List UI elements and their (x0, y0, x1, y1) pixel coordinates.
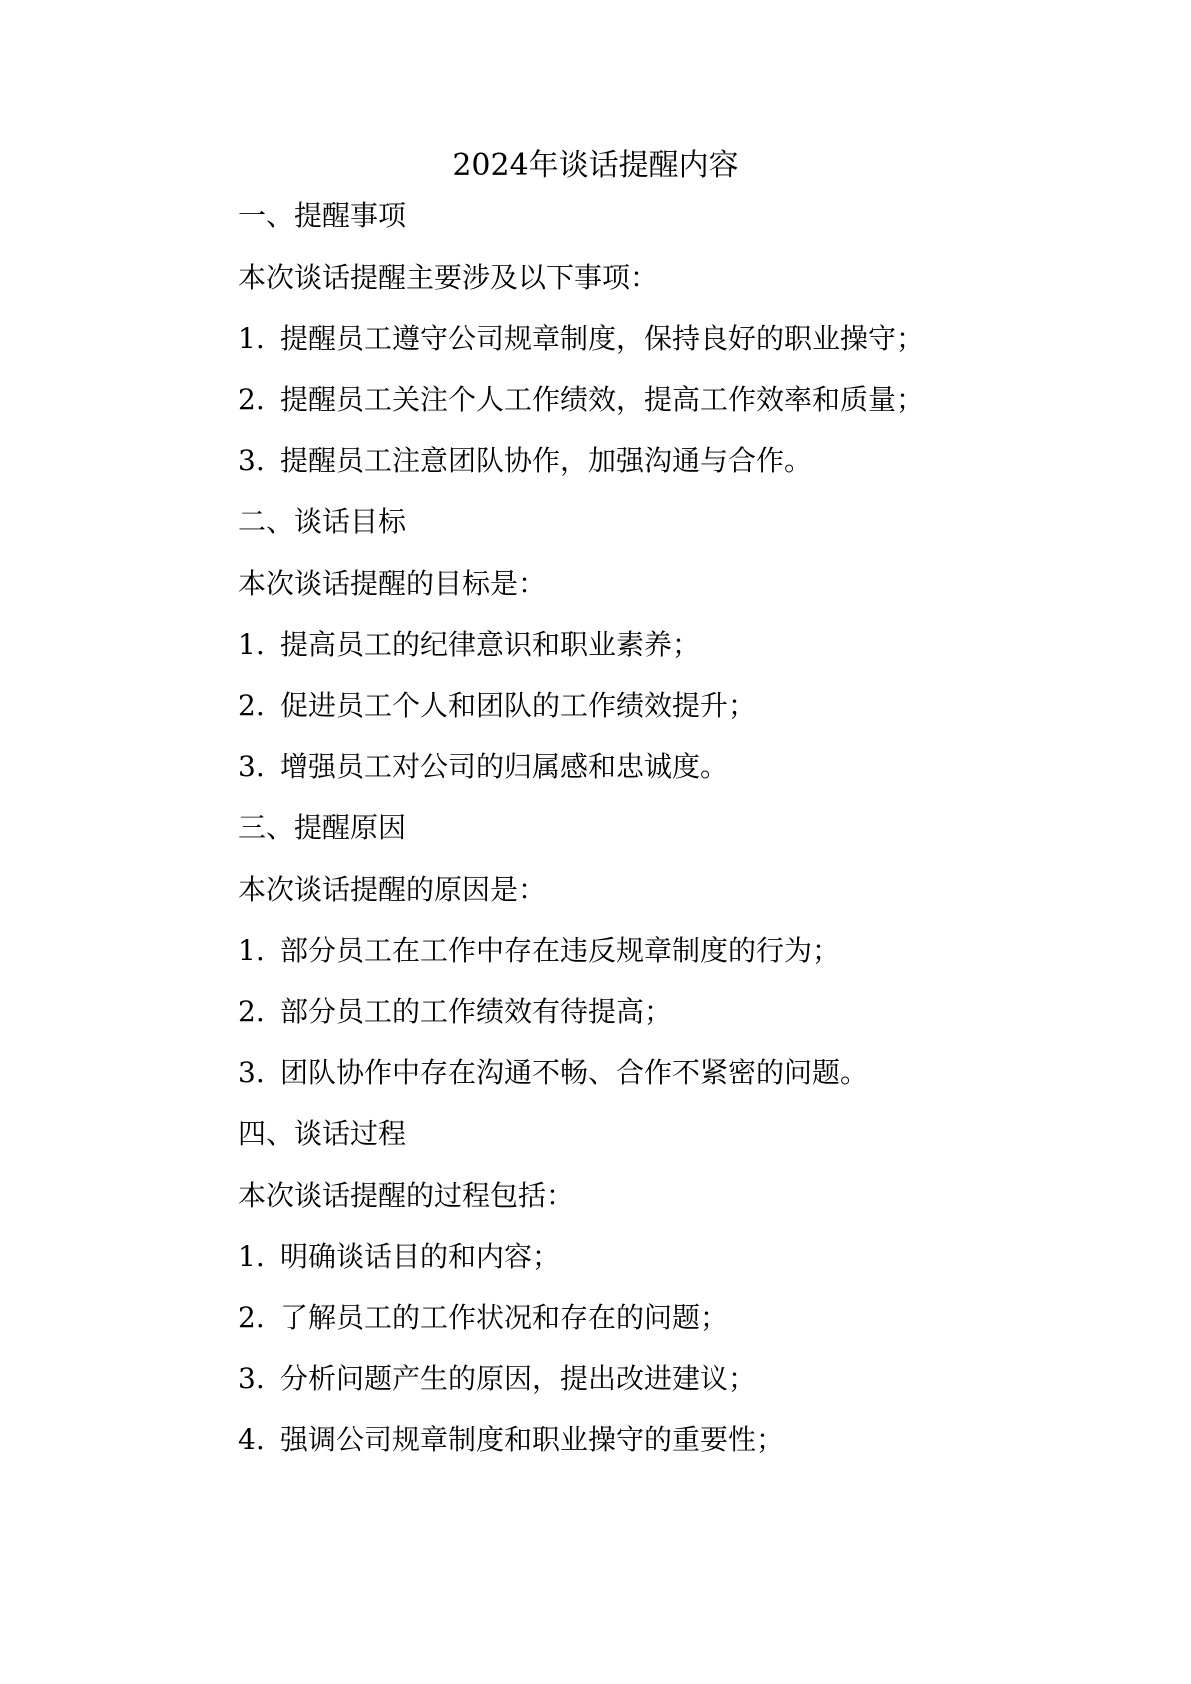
section-intro: 本次谈话提醒的目标是： (238, 567, 547, 600)
list-item-text: 部分员工的工作绩效有待提高； (280, 995, 673, 1028)
section-intro: 本次谈话提醒主要涉及以下事项： (238, 261, 659, 294)
list-item-text: 促进员工个人和团队的工作绩效提升； (280, 689, 757, 722)
list-item (238, 749, 728, 785)
list-item-number: 1. (238, 934, 265, 967)
list-item-text: 强调公司规章制度和职业操守的重要性； (280, 1423, 785, 1456)
list-item (238, 321, 924, 357)
list-item (238, 1361, 756, 1397)
list-item-number: 3. (238, 1362, 265, 1395)
list-item (238, 1422, 784, 1458)
list-item-number: 1. (238, 322, 265, 355)
list-item (238, 933, 840, 969)
section-intro: 本次谈话提醒的原因是： (238, 873, 547, 906)
list-item-number: 3. (238, 444, 265, 477)
list-item-text: 了解员工的工作状况和存在的问题； (280, 1301, 729, 1334)
list-item-number: 2. (238, 689, 265, 722)
list-item-number: 3. (238, 750, 265, 783)
list-item-number: 3. (238, 1056, 265, 1089)
list-item (238, 1300, 728, 1336)
section-heading: 三、提醒原因 (238, 811, 407, 844)
list-item (238, 688, 756, 724)
list-item-text: 分析问题产生的原因，提出改进建议； (280, 1362, 757, 1395)
list-item-number: 2. (238, 1301, 265, 1334)
list-item-number: 1. (238, 628, 265, 661)
list-item (238, 627, 700, 663)
list-item-number: 1. (238, 1240, 265, 1273)
list-item-number: 4. (238, 1423, 265, 1456)
list-item-number: 2. (238, 383, 265, 416)
list-item-text: 明确谈话目的和内容； (280, 1240, 561, 1273)
list-item (238, 1055, 868, 1091)
list-item (238, 443, 812, 479)
list-item-text: 部分员工在工作中存在违反规章制度的行为； (280, 934, 841, 967)
section-intro: 本次谈话提醒的过程包括： (238, 1179, 575, 1212)
list-item-number: 2. (238, 995, 265, 1028)
document-title: 2024年谈话提醒内容 (452, 148, 739, 183)
list-item-text: 团队协作中存在沟通不畅、合作不紧密的问题。 (280, 1056, 869, 1089)
section-heading: 一、提醒事项 (238, 199, 407, 232)
list-item-text: 提醒员工关注个人工作绩效，提高工作效率和质量； (280, 383, 925, 416)
list-item-text: 提高员工的纪律意识和职业素养； (280, 628, 701, 661)
list-item (238, 994, 672, 1030)
list-item-text: 提醒员工注意团队协作，加强沟通与合作。 (280, 444, 813, 477)
list-item (238, 382, 924, 418)
section-heading: 二、谈话目标 (238, 505, 407, 538)
section-heading: 四、谈话过程 (238, 1117, 407, 1150)
list-item-text: 提醒员工遵守公司规章制度，保持良好的职业操守； (280, 322, 925, 355)
list-item-text: 增强员工对公司的归属感和忠诚度。 (280, 750, 729, 783)
list-item (238, 1239, 560, 1275)
